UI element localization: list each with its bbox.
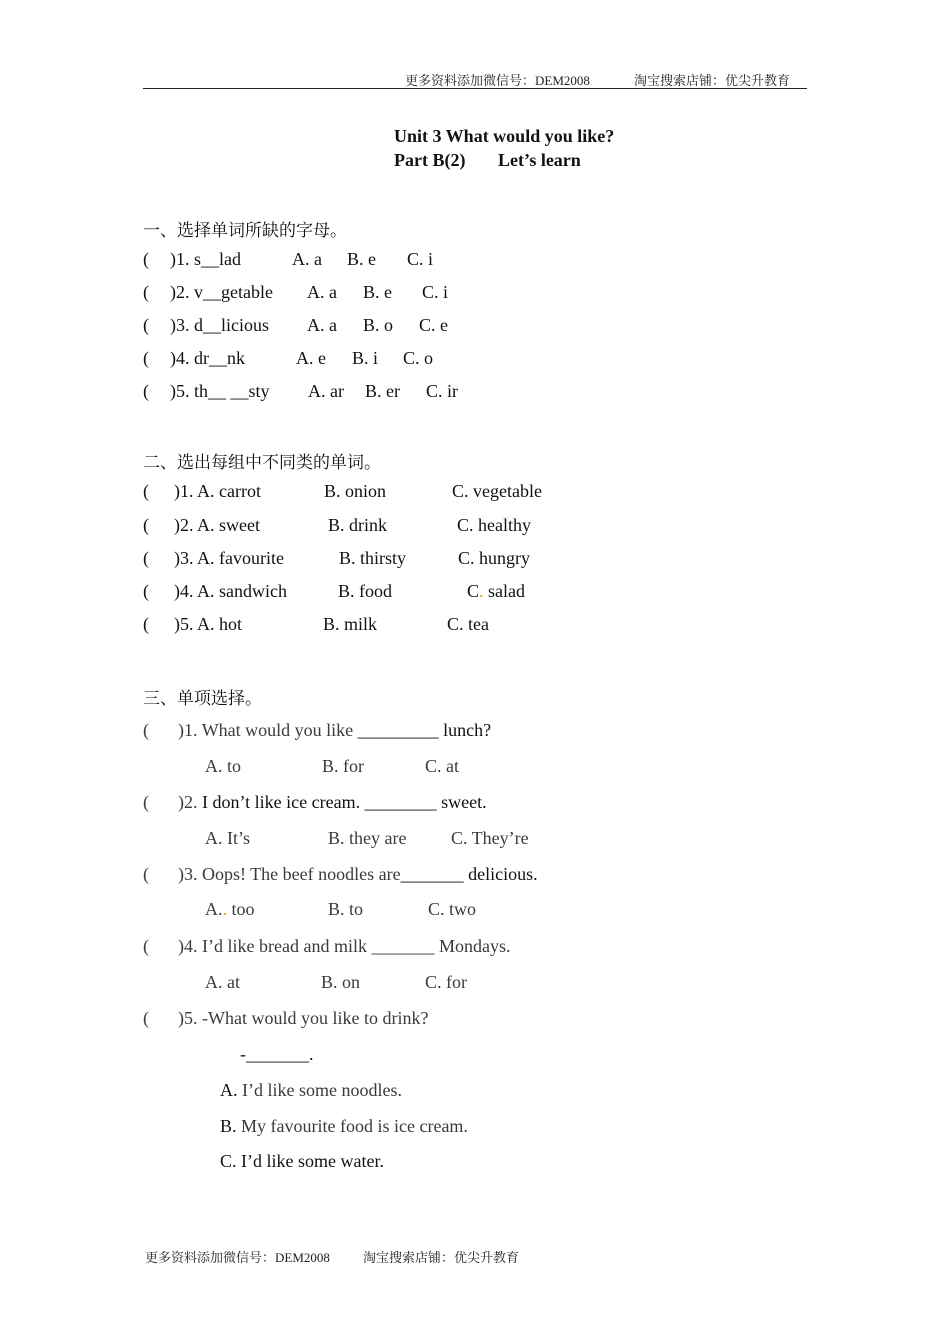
section-1-heading: 一、选择单词所缺的字母。 (143, 221, 347, 241)
answer-bracket: ( (143, 614, 149, 634)
option-b (220, 1116, 468, 1137)
option-b: B. drink (328, 515, 388, 535)
option-a: A. at (205, 972, 240, 992)
option-c: C. I’d like some water. (220, 1151, 384, 1171)
option-b: B. milk (323, 614, 378, 634)
option-c-letter: C (467, 581, 480, 601)
question-line (178, 720, 491, 741)
option-b: B. thirsty (339, 548, 407, 568)
option-a-dot: . (222, 899, 227, 919)
option-b: B. they are (328, 828, 407, 848)
question-stem: )5. th__ __sty (170, 381, 270, 401)
option-a-word: too (227, 899, 255, 919)
option-c: C. hungry (458, 548, 530, 568)
answer-bracket: ( (143, 282, 149, 302)
option-a: A. a (307, 315, 337, 335)
option-c: C. e (419, 315, 448, 335)
question-stem: )4. dr__nk (170, 348, 245, 368)
question-number: )4. (178, 936, 198, 956)
page-subtitle-learn: Let’s learn (498, 150, 581, 170)
option-a: A. a (307, 282, 337, 302)
question-blank: _________ (353, 720, 444, 740)
option-b: B. i (352, 348, 379, 368)
question-number: )2. (178, 792, 198, 812)
option-c: C. two (428, 899, 477, 919)
answer-bracket: ( (143, 581, 149, 601)
option-b: B. er (365, 381, 400, 401)
answer-bracket: ( (143, 936, 149, 956)
option-c: C. tea (447, 614, 489, 634)
option-a: )2. A. sweet (174, 515, 260, 535)
answer-bracket: ( (143, 381, 149, 401)
section-3-heading: 三、单项选择。 (143, 689, 262, 709)
option-b-text: My favourite food is ice cream. (236, 1116, 468, 1136)
question-text: -What would you like to drink? (202, 1008, 429, 1028)
option-c: C. vegetable (452, 481, 542, 501)
option-a: A. It’s (205, 828, 250, 848)
question-text: Oops! The beef noodles are (202, 864, 401, 884)
answer-bracket: ( (143, 481, 149, 501)
option-c: C. ir (426, 381, 459, 401)
option-c: C. healthy (457, 515, 531, 535)
option-c: C. at (425, 756, 459, 776)
option-b: B. on (321, 972, 361, 992)
header-divider (143, 88, 807, 89)
question-number: )1. (178, 720, 198, 740)
option-c (467, 581, 525, 602)
option-a: A. a (292, 249, 322, 269)
option-b-letter: B. (220, 1116, 237, 1136)
answer-bracket: ( (143, 864, 149, 884)
option-a: A. e (296, 348, 326, 368)
answer-bracket: ( (143, 348, 149, 368)
option-a (205, 899, 255, 920)
option-a: )4. A. sandwich (174, 581, 287, 601)
question-line (178, 936, 510, 957)
answer-bracket: ( (143, 315, 149, 335)
option-b: B. to (328, 899, 364, 919)
footer-shop: 淘宝搜索店铺：优尖升教育 (363, 1250, 520, 1265)
option-b: B. e (363, 282, 392, 302)
question-line (178, 1008, 428, 1029)
option-a: )3. A. favourite (174, 548, 284, 568)
question-number: )3. (178, 864, 198, 884)
footer-wechat: 更多资料添加微信号：DEM2008 (145, 1250, 330, 1265)
question-line (178, 864, 538, 885)
option-c-dot: . (479, 581, 484, 601)
option-b: B. onion (324, 481, 387, 501)
option-c: C. i (422, 282, 449, 302)
answer-bracket: ( (143, 249, 149, 269)
option-c-word: salad (483, 581, 525, 601)
question-stem: )3. d__licious (170, 315, 269, 335)
question-text: I’d like bread and milk _______ Mondays. (202, 936, 511, 956)
option-a-letter: A. (220, 1080, 238, 1100)
option-c: C. for (425, 972, 467, 992)
option-a-text: I’d like some noodles. (237, 1080, 402, 1100)
header-wechat: 更多资料添加微信号：DEM2008 (405, 73, 590, 88)
answer-bracket: ( (143, 792, 149, 812)
answer-blank: -_______. (240, 1044, 314, 1064)
option-b: B. o (363, 315, 394, 335)
answer-bracket: ( (143, 548, 149, 568)
option-b: B. for (322, 756, 364, 776)
question-text: I don’t like ice cream. ________ sweet. (202, 792, 487, 812)
option-a: A. to (205, 756, 241, 776)
page-title: Unit 3 What would you like? (394, 126, 615, 146)
question-stem: )1. s__lad (170, 249, 241, 269)
header-shop: 淘宝搜索店铺：优尖升教育 (634, 73, 791, 88)
question-end: lunch? (443, 720, 492, 740)
question-stem: )2. v__getable (170, 282, 273, 302)
question-text: What would you like (201, 720, 354, 740)
question-end: delicious. (463, 864, 538, 884)
option-a: A. ar (308, 381, 344, 401)
answer-bracket: ( (143, 1008, 149, 1028)
question-number: )5. (178, 1008, 198, 1028)
option-a (220, 1080, 402, 1101)
answer-bracket: ( (143, 515, 149, 535)
answer-bracket: ( (143, 720, 149, 740)
option-a: )1. A. carrot (174, 481, 261, 501)
section-2-heading: 二、选出每组中不同类的单词。 (143, 453, 381, 473)
option-b: B. e (347, 249, 376, 269)
question-blank: _______ (400, 864, 464, 884)
option-b: B. food (338, 581, 392, 601)
page-subtitle-part: Part B(2) (394, 150, 466, 170)
option-a-letter: A. (205, 899, 223, 919)
option-c: C. They’re (451, 828, 529, 848)
option-c: C. i (407, 249, 434, 269)
question-line (178, 792, 487, 813)
option-a: )5. A. hot (174, 614, 243, 634)
option-c: C. o (403, 348, 434, 368)
